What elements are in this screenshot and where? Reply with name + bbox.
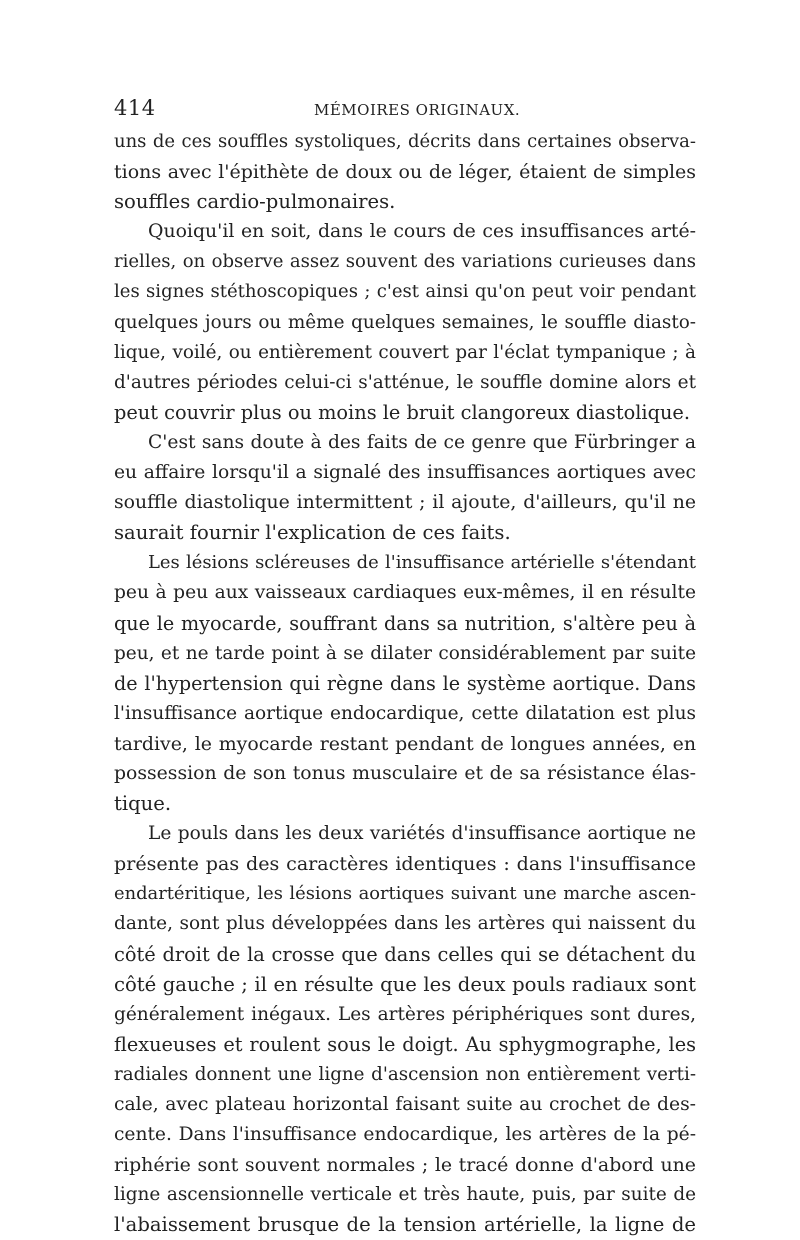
text-line: saurait fournir l'explication de ces faits. [114,521,511,545]
text-line: C'est sans doute à des faits de ce genre que Fürbringer a [148,431,696,453]
text-line: ligne ascensionnelle verticale et très haute, puis, par suite de [114,1184,696,1206]
running-title: MÉMOIRES ORIGINAUX. [314,101,521,119]
paragraph-2 [114,217,696,428]
text-line: côté droit de la crosse que dans celles qui se détachent du [114,942,696,966]
text-line: généralement inégaux. Les artères périphériques sont dures, [114,1003,696,1025]
text-line: tions avec l'épithète de doux ou de léger, étaient de simples [114,161,696,184]
text-line: eu affaire lorsqu'il a signalé des insuffisances aortiques avec [114,462,696,484]
text-line: dante, sont plus développées dans les artères qui naissent du [114,913,696,935]
text-line: les signes stéthoscopiques ; c'est ainsi qu'on peut voir pendant [114,281,696,303]
paragraph-4 [114,548,696,819]
text-line: radiales donnent une ligne d'ascension non entièrement verti- [114,1063,696,1085]
text-line: cale, avec plateau horizontal faisant suite au crochet de des- [114,1094,696,1115]
text-line: tique. [114,792,172,816]
text-line: souffles cardio-pulmonaires. [114,190,396,214]
text-line: tardive, le myocarde restant pendant de longues années, en [114,732,696,755]
text-line: présente pas des caractères identiques : dans l'insuffisance [114,853,696,876]
text-line: que le myocarde, souffrant dans sa nutrition, s'altère peu à [114,611,696,635]
text-line: endartéritique, les lésions aortiques suivant une marche ascen- [114,883,696,905]
text-line: l'insuffisance aortique endocardique, cette dilatation est plus [114,702,696,724]
text-line: peut couvrir plus ou moins le bruit clangoreux diastolique. [114,400,690,424]
text-line: rielles, on observe assez souvent des variations curieuses dans [114,251,696,273]
text-line: uns de ces souffles systoliques, décrits dans certaines observa- [114,131,696,152]
text-line: possession de son tonus musculaire et de sa résistance élas- [114,762,696,784]
text-line: côté gauche ; il en résulte que les deux pouls radiaux sont [114,972,696,996]
paragraph-3 [114,428,696,548]
paragraph-5 [114,819,696,1240]
text-line: flexueuses et roulent sous le doigt. Au sphygmographe, les [114,1032,696,1056]
text-line: lique, voilé, ou entièrement couvert par l'éclat tympanique ; à [114,341,696,363]
text-line: cente. Dans l'insuffisance endocardique, les artères de la pé- [114,1124,696,1146]
text-line: Le pouls dans les deux variétés d'insuffisance aortique ne [148,823,696,845]
text-line: peu, et ne tarde point à se dilater considérablement par suite [114,642,696,664]
page-number: 414 [114,96,156,120]
text-line: l'abaissement brusque de la tension artérielle, la ligne de [114,1213,696,1237]
text-line: souffle diastolique intermittent ; il ajoute, d'ailleurs, qu'il ne [114,492,696,514]
text-line: d'autres périodes celui-ci s'atténue, le souffle domine alors et [114,371,696,393]
text-line: riphérie sont souvent normales ; le tracé donne d'abord une [114,1154,696,1177]
text-line: Les lésions scléreuses de l'insuffisance artérielle s'étendant [148,552,696,574]
running-head [114,96,694,126]
paragraph-1 [114,127,696,217]
text-line: Quoiqu'il en soit, dans le cours de ces insuffisances arté- [148,221,696,243]
text-line: de l'hypertension qui règne dans le système aortique. Dans [114,671,696,695]
text-line: quelques jours ou même quelques semaines, le souffle diasto- [114,311,696,333]
text-line: peu à peu aux vaisseaux cardiaques eux-mêmes, il en résulte [114,582,696,604]
body-text [114,127,696,1240]
